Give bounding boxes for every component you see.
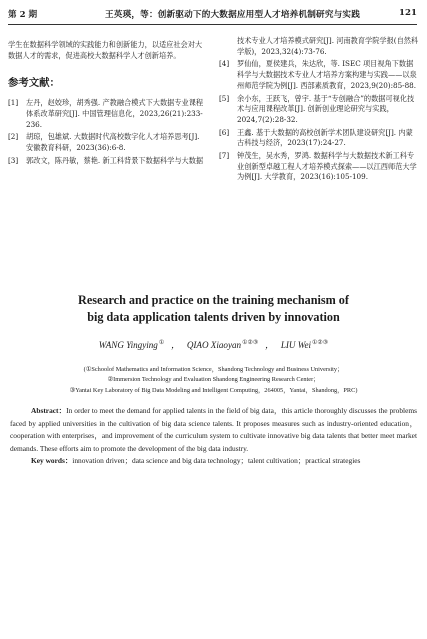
header-rule — [8, 24, 417, 25]
reference-item — [219, 94, 419, 126]
affiliation-line: ③Yantai Key Laboratory of Big Data Modeling and Intelligent Computing，264005，Yantai，Shandong，PRC) — [69, 386, 358, 394]
reference-number: [6] — [219, 127, 230, 137]
right-column — [219, 36, 419, 185]
keywords-label: Key words： — [31, 456, 73, 465]
english-title-line: Research and practice on the training mechanism of — [78, 293, 349, 307]
body-paragraph — [8, 40, 207, 61]
reference-item — [8, 132, 207, 153]
affiliation-line: (①Schoolof Mathematics and Information Science，Shandong Technology and Business University； — [83, 366, 344, 373]
reference-text: 左丹，赵姣珍，胡秀强. 产教融合模式下大数据专业课程体系改革研究[J]. 中国管理信息化，2023,26(21):233-236. — [26, 98, 204, 129]
author-name: QIAO Xiaoyan — [186, 340, 242, 350]
running-title: 王英瑛，等：创新驱动下的大数据应用型人才培养机制研究与实践 — [104, 10, 361, 20]
reference-number: [1] — [8, 98, 19, 108]
author-affiliation-mark: ①②③ — [242, 340, 259, 346]
reference-number: [7] — [219, 151, 230, 161]
english-title-line: big data application talents driven by innovation — [87, 310, 340, 324]
author-affiliation-mark: ①②③ — [312, 340, 329, 346]
page-number: 121 — [399, 8, 417, 18]
reference-text: 余小东，王跃飞，曾宇. 基于“专创融合”的数据可视化技术与应用课程改革[J]. 创新创业理论研究与实践，2024,7(2):28-32. — [237, 93, 415, 124]
reference-item — [8, 98, 207, 130]
reference-text: 罗仙仙，夏侯建兵，朱达欣，等. ISEC 项目视角下数据科学与大数据技术专业人才培养方案构建与实践——以泉州师范学院为例[J]. 西部素质教育，2023,9(20):85-88. — [237, 59, 417, 90]
reference-continuation — [219, 36, 419, 57]
affiliation-line: ②Immersion Technology and Evaluation Shandong Engineering Research Center； — [107, 376, 320, 384]
affiliations — [0, 365, 427, 396]
english-title — [0, 292, 427, 326]
author-name: WANG Yingying — [98, 340, 158, 350]
author-name: LIU Wei — [280, 340, 312, 350]
issue-number: 第 2 期 — [8, 10, 38, 20]
reference-text: 郭改文，陈丹敏，蔡艳. 新工科背景下数据科学与大数据 — [26, 155, 204, 165]
reference-text: 胡琼，包雄斌. 大数据时代高校数字化人才培养思考[J]. 安徽教育科研，2023(36):6-8. — [26, 132, 200, 152]
author-list: WANG Yingying① ， QIAO Xiaoyan①②③ ， LIU Wei①②③ — [98, 340, 329, 350]
references-heading: 参考文献： — [8, 77, 60, 90]
keywords-paragraph — [10, 455, 417, 468]
abstract-text: In order to meet the demand for applied talents in the field of big data，this article thoroughly discusses the problems faced by applied universities in the cultivation of big data science talents. It proposes measures such as industry-oriented education，cooperation with enterprises，and improvement of the curriculum system to cultivate innovative big data talents that better meet market demands. These efforts aim to promote the development of the big data industry. — [10, 406, 417, 453]
reference-text: 技术专业人才培养模式研究[J]. 河南教育学院学报(自然科学版)，2023,32(4):73-76. — [237, 36, 419, 56]
left-column — [8, 40, 207, 168]
keywords-text: innovation driven；data science and big data technology；talent cultivation；practical strategies — [72, 456, 361, 465]
reference-text: 钟茂生，吴水秀，罗鸿. 数据科学与大数据技术新工科专业创新型卓越工程人才培养模式探索——以江西师范大学为例[J]. 大学教育，2023(16):105-109. — [237, 151, 417, 182]
abstract-block — [10, 405, 417, 468]
abstract-paragraph — [10, 405, 417, 455]
abstract-label: Abstract： — [31, 406, 67, 415]
reference-item — [219, 151, 419, 183]
reference-number: [3] — [8, 155, 19, 165]
reference-number: [2] — [8, 132, 19, 142]
reference-item — [8, 156, 207, 167]
author-affiliation-mark: ① — [158, 340, 165, 346]
body-continuation: 学生在数据科学领域的实践能力和创新能力，以适应社会对大数据人才的需求，促进高校大数据科学人才创新培养。 — [8, 40, 203, 60]
reference-number: [4] — [219, 59, 230, 69]
reference-item — [219, 59, 419, 91]
running-header — [8, 8, 417, 24]
reference-text: 王鑫. 基于大数据的高校创新学术团队建设研究[J]. 内蒙古科技与经济，2023(17):24-27. — [237, 127, 413, 148]
reference-number: [5] — [219, 93, 230, 103]
reference-item — [219, 128, 419, 149]
